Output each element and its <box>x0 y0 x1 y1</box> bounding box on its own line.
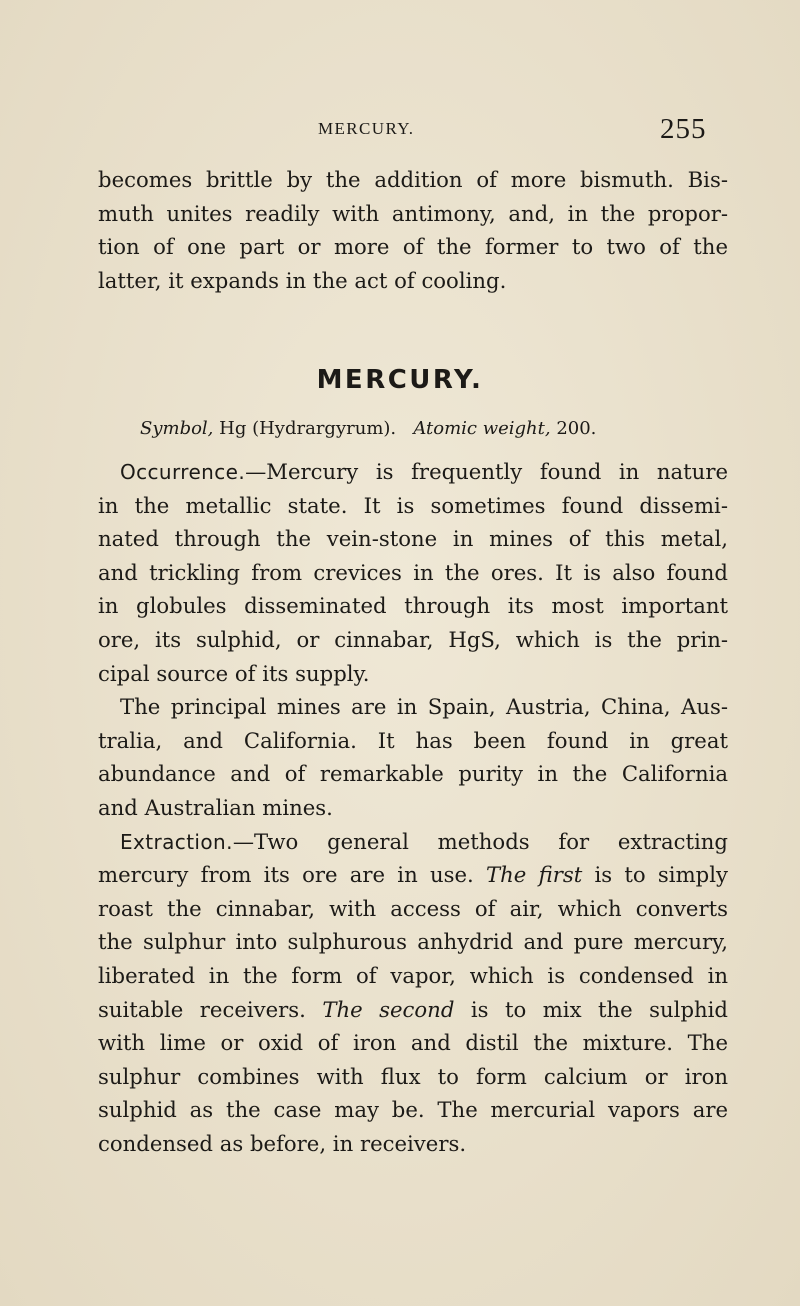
text-line: with lime or oxid of iron and distil the mixture. The <box>98 1030 728 1056</box>
section-heading: MERCURY. <box>316 365 484 395</box>
text-line: The principal mines are in Spain, Austria, China, Aus- <box>120 694 728 720</box>
extraction-first-line <box>98 825 728 859</box>
text-line: cipal source of its supply. <box>98 660 370 686</box>
text-line: the sulphur into sulphurous anhydrid and pure mercury, <box>98 929 728 955</box>
text-line: in globules disseminated through its most important <box>98 593 728 619</box>
body-text <box>98 455 728 1160</box>
text-line: in the metallic state. It is sometimes found dissemi- <box>98 492 728 518</box>
text-line: tion of one part or more of the former to two of the <box>98 234 728 260</box>
text-line: condensed as before, in receivers. <box>98 1130 467 1156</box>
text-line: nated through the vein-stone in mines of this metal, <box>98 526 728 552</box>
symbol-value: Hg (Hydrargyrum). <box>219 418 397 439</box>
extraction-run-in: Extraction. <box>120 829 233 854</box>
running-title: MERCURY. <box>318 119 415 138</box>
occurrence-first-line-text: —Mercury is frequently found in nature <box>245 459 728 484</box>
intro-paragraph <box>98 163 728 297</box>
extraction-first-line-text: —Two general methods for extracting <box>232 828 728 854</box>
text-segment: mercury from its ore are in use. <box>98 862 474 888</box>
text-line: roast the cinnabar, with access of air, which converts <box>98 895 728 921</box>
symbol-label: Symbol, <box>140 418 214 439</box>
text-line: abundance and of remarkable purity in the California <box>98 761 728 787</box>
extraction-line-2 <box>98 858 728 892</box>
text-line: becomes brittle by the addition of more bismuth. Bis- <box>98 167 728 192</box>
running-head <box>0 113 800 153</box>
first-method-emphasis: The first <box>486 862 583 888</box>
text-line: and Australian mines. <box>98 794 333 820</box>
page-number: 255 <box>660 113 707 145</box>
atomic-weight-label: Atomic weight, <box>413 418 551 439</box>
text-line: tralia, and California. It has been found in great <box>98 727 728 753</box>
text-line: and trickling from crevices in the ores. It is also found <box>98 559 728 585</box>
atomic-weight-value: 200. <box>556 418 597 439</box>
text-line: sulphur combines with flux to form calcium or iron <box>98 1063 728 1089</box>
occurrence-first-line <box>98 455 728 489</box>
text-line: latter, it expands in the act of cooling. <box>98 267 507 293</box>
text-line: ore, its sulphid, or cinnabar, HgS, which is the prin- <box>98 626 728 652</box>
extraction-line-6 <box>98 993 728 1027</box>
text-segment: suitable receivers. <box>98 996 306 1022</box>
text-line: muth unites readily with antimony, and, in the propor- <box>98 200 728 226</box>
occurrence-run-in: Occurrence. <box>120 460 246 484</box>
second-method-emphasis: The second <box>322 996 455 1022</box>
text-line: liberated in the form of vapor, which is condensed in <box>98 962 728 988</box>
text-segment: is to mix the sulphid <box>470 996 728 1022</box>
symbol-line <box>140 418 700 439</box>
text-segment: is to simply <box>594 862 728 888</box>
text-line: sulphid as the case may be. The mercurial vapors are <box>98 1097 728 1123</box>
